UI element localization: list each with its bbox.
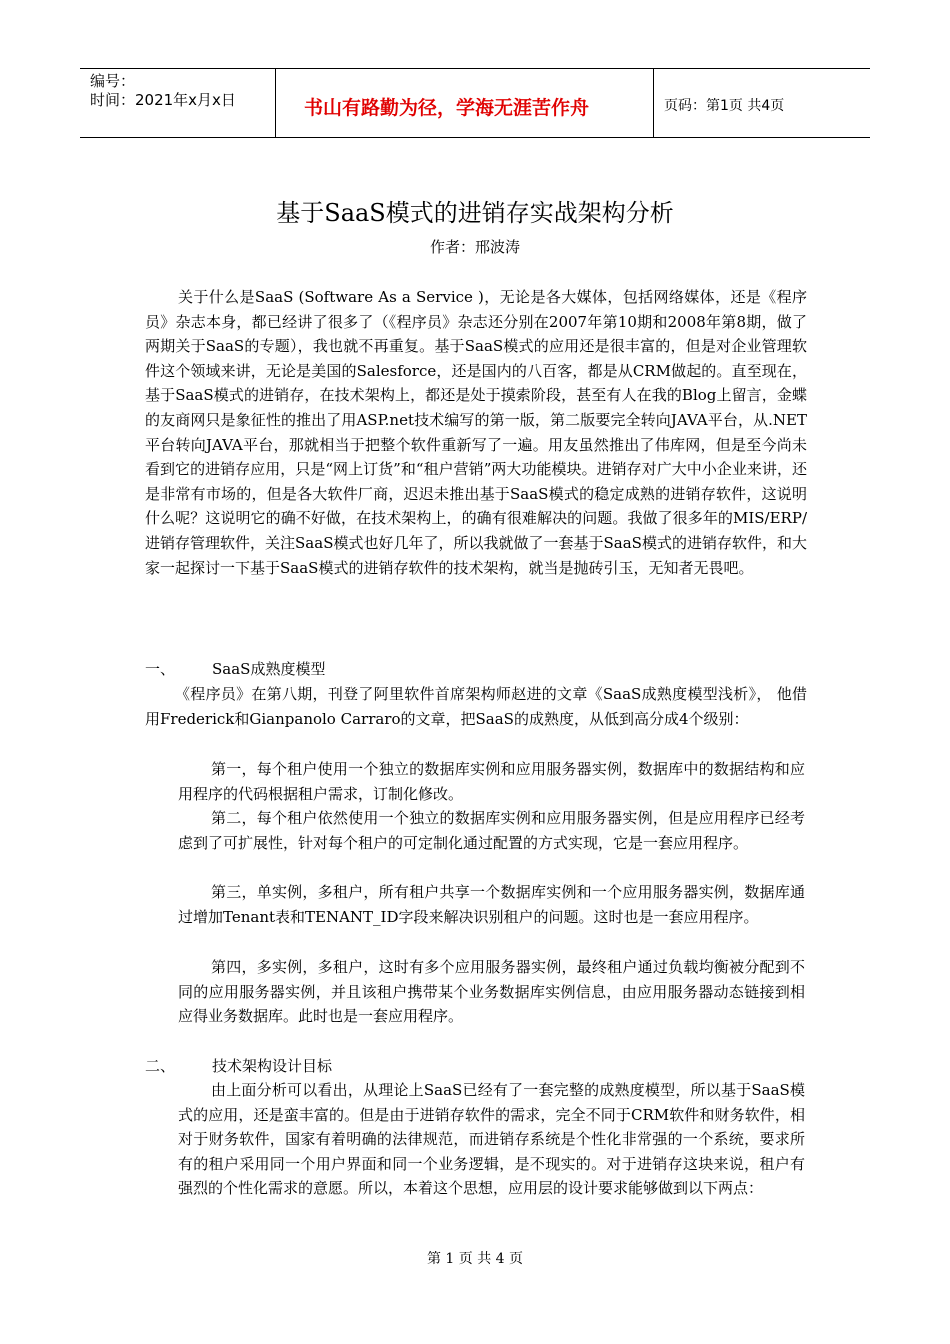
section2-number: 二、	[145, 1057, 176, 1075]
section1-title: SaaS成熟度模型	[212, 660, 326, 678]
intro-paragraph: 关于什么是SaaS (Software As a Service )，无论是各大媒体，包括网络媒体，还是《程序员》杂志本身，都已经讲了很多了（《程序员》杂志还分别在2007年第10期和2008年第8期，做了两期关于SaaS的专题），我也就不再重复。基于SaaS模式的应用还是很丰富的，但是对企业管理软件这个领域来讲，无论是美国的Salesforce，还是国内的八百客，都是从CRM做起的。直至现在，基于SaaS模式的进销存，在技术架构上，都还是处于摸索阶段，甚至有人在我的Blog上留言，金蝶的友商网只是象征性的推出了用ASP.net技术编写的第一版，第二版要完全转向JAVA平台，从.NET平台转向JAVA平台，那就相当于把整个软件重新写了一遍。用友虽然推出了伟库网，但是至今尚未看到它的进销存应用，只是“网上订货”和“租户营销”两大功能模块。进销存对广大中小企业来讲，还是非常有市场的，但是各大软件厂商，迟迟未推出基于SaaS模式的稳定成熟的进销存软件，这说明什么呢？这说明它的确不好做，在技术架构上，的确有很难解决的问题。我做了很多年的MIS/ERP/进销存管理软件，关注SaaS模式也好几年了，所以我就做了一套基于SaaS模式的进销存软件，和大家一起探讨一下基于SaaS模式的进销存软件的技术架构，就当是抛砖引玉，无知者无畏吧。	[145, 288, 807, 577]
section2-title: 技术架构设计目标	[212, 1057, 333, 1075]
header-page-info: 页码：第1页 共4页	[664, 98, 785, 114]
maturity-level-3: 第三，单实例，多租户，所有租户共享一个数据库实例和一个应用服务器实例，数据库通过增加Tenant表和TENANT_ID字段来解决识别租户的问题。这时也是一套应用程序。	[178, 883, 805, 926]
document-title: 基于SaaS模式的进销存实战架构分析	[276, 199, 674, 227]
header-time-label: 时间：2021年x月x日	[90, 91, 236, 109]
document-author: 作者：邢波涛	[429, 238, 520, 256]
section2-paragraph: 由上面分析可以看出，从理论上SaaS已经有了一套完整的成熟度模型，所以基于SaaS模式的应用，还是蛮丰富的。但是由于进销存软件的需求，完全不同于CRM软件和财务软件，相对于财务软件，国家有着明确的法律规范，而进销存系统是个性化非常强的一个系统，要求所有的租户采用同一个用户界面和同一个业务逻辑，是不现实的。对于进销存这块来说，租户有强烈的个性化需求的意愿。所以，本着这个思想，应用层的设计要求能够做到以下两点：	[178, 1081, 805, 1198]
header-motto-cell	[276, 69, 654, 137]
maturity-level-2: 第二，每个租户依然使用一个独立的数据库实例和应用服务器实例，但是应用程序已经考虑到了可扩展性，针对每个租户的可定制化通过配置的方式实现，它是一套应用程序。	[178, 809, 805, 852]
page-footer: 第 1 页 共 4 页	[426, 1251, 524, 1267]
header-info-cell	[80, 69, 276, 137]
document-header-table	[80, 68, 870, 138]
section1-paragraph: 《程序员》在第八期，刊登了阿里软件首席架构师赵进的文章《SaaS成熟度模型浅析》， 他借用Frederick和Gianpanolo Carraro的文章，把SaaS的成熟度，从低到高分成4个级别：	[145, 685, 807, 728]
header-page-cell	[654, 69, 870, 137]
header-motto: 书山有路勤为径，学海无涯苦作舟	[304, 97, 590, 119]
maturity-level-4: 第四，多实例，多租户，这时有多个应用服务器实例，最终租户通过负载均衡被分配到不同的应用服务器实例，并且该租户携带某个业务数据库实例信息，由应用服务器动态链接到相应得业务数据库。此时也是一套应用程序。	[178, 958, 805, 1026]
maturity-level-1: 第一，每个租户使用一个独立的数据库实例和应用服务器实例，数据库中的数据结构和应用程序的代码根据租户需求，订制化修改。	[178, 760, 805, 803]
header-number-label: 编号：	[90, 72, 136, 90]
section1-number: 一、	[145, 660, 176, 678]
